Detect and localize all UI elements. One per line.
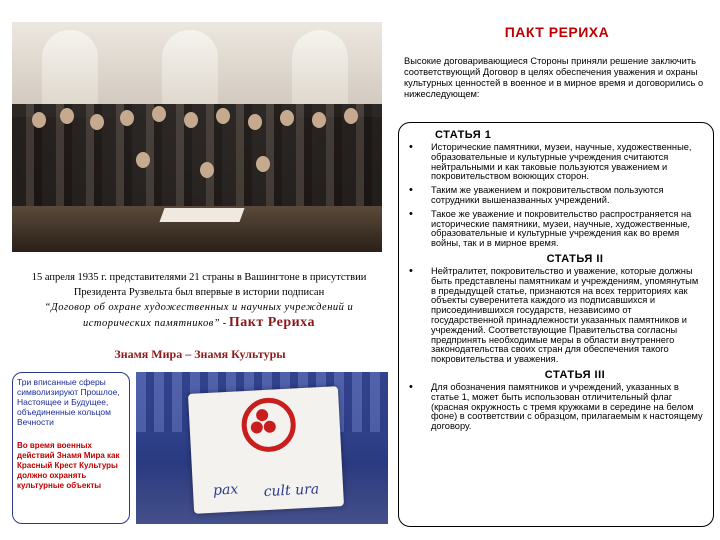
- banner-script-left: pax: [212, 481, 239, 499]
- banner-title: Знамя Мира – Знамя Культуры: [114, 347, 286, 361]
- articles-box: [398, 122, 714, 527]
- caption-text: 15 апреля 1935 г. представителями 21 страны в Вашингтоне в присутствии Президента Рузвельта был впервые в истории подписан: [31, 272, 367, 298]
- article-2-heading: СТАТЬЯ II: [546, 252, 604, 265]
- banner-flag: [188, 386, 344, 514]
- article-1-list: [405, 143, 705, 249]
- caption-pact-name: Пакт Рериха: [228, 315, 315, 330]
- list-item: • Исторические памятники, музеи, научные, художественные, образовательные и культурные учреждения считаются нейтральными и как таковые пользуются уважением и покровительством воюющих сторон.: [405, 143, 705, 182]
- list-item: • Нейтралитет, покровительство и уважение, которые должны быть представлены памятникам и учреждениям, упомянутым в предыдущей статье, признаются на всех территориях как объекты суверенитета каждого из подписавшихся и присоединившихся государств, независимо от государственной принадлежности указанных памятников и учреждений. Соответствующие Правительства согласны предпринять необходимые меры в области внутреннего законодательства своих стран для обеспечения такого покровительства и уважения.: [405, 267, 705, 365]
- article-2-list: [405, 267, 705, 365]
- peace-emblem-icon: [240, 396, 297, 453]
- article-1-heading: СТАТЬЯ 1: [435, 129, 492, 141]
- banner-of-peace-image: [136, 372, 388, 524]
- signing-ceremony-photo: [12, 22, 382, 252]
- photo-caption: [18, 270, 380, 331]
- banner-description-box: [12, 372, 130, 524]
- list-item: • Для обозначения памятников и учреждений, указанных в статье 1, может быть использован отличительный флаг (красная окружность с тремя кружками в середине на белом фоне) в соответствии с образцом, прилагаемым к настоящему договору.: [405, 383, 705, 432]
- intro-text: Высокие договаривающиеся Стороны приняли решение заключить соответствующий Договор в целях обеспечения уважения и охраны культурных ценностей в военное и в мирное время и договорились о нижеследующем:: [404, 56, 704, 99]
- article-3-list: [405, 383, 705, 432]
- article-3-heading: СТАТЬЯ III: [544, 368, 606, 381]
- list-item: • Такое же уважение и покровительство распространяется на исторические памятники, музеи, научные, художественные, образовательные и культурные учреждения как во время войны, так и в мирное время.: [405, 210, 705, 249]
- caption-dash: -: [220, 318, 229, 329]
- banner-script-right: cult ura: [263, 481, 320, 501]
- wartime-description: Во время военных действий Знамя Мира как Красный Крест Культуры должно охранять культурные объекты: [17, 441, 120, 490]
- spheres-description: Три вписанные сферы символизируют Прошлое, Настоящее и Будущее, объединенные кольцом Вечности: [17, 377, 120, 427]
- caption-treaty-name: “Договор об охране художественных и научных учреждений и исторических памятников”: [44, 302, 354, 329]
- page-title: ПАКТ РЕРИХА: [504, 24, 610, 40]
- list-item: • Таким же уважением и покровительством пользуются сотрудники вышеназванных учреждений.: [405, 186, 705, 206]
